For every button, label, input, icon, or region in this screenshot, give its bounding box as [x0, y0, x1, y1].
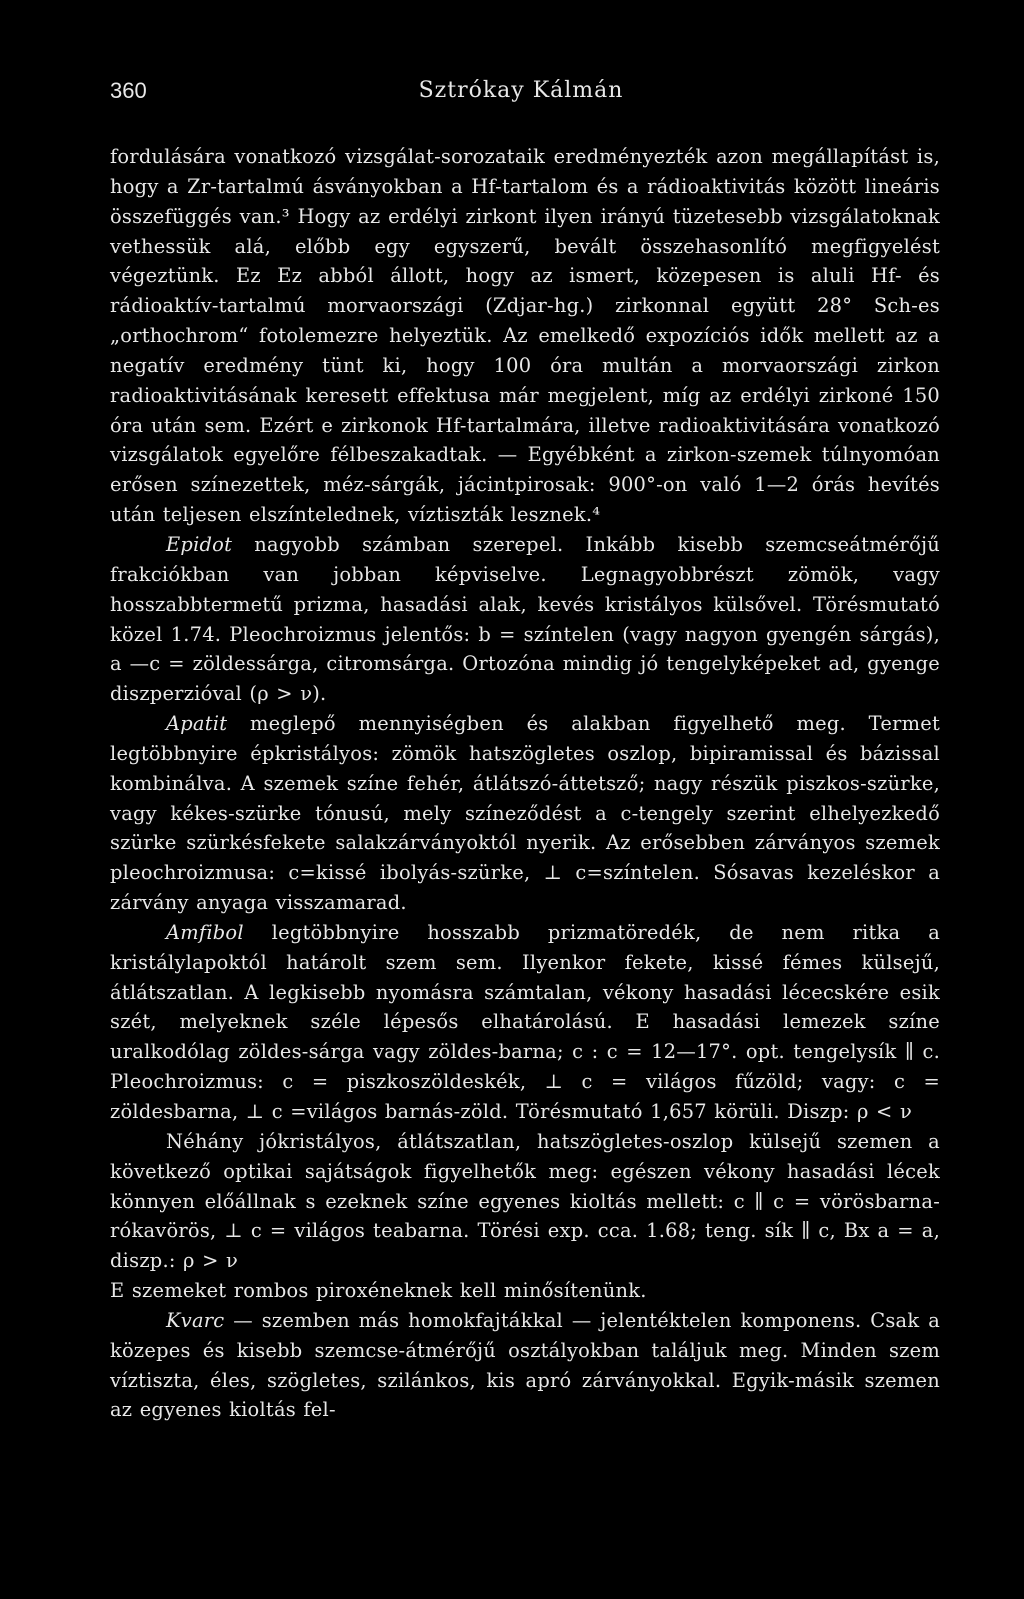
- page-number: 360: [110, 78, 147, 103]
- mineral-name-kvarc: Kvarc: [166, 1308, 225, 1332]
- paragraph-zircon-continued: [110, 142, 940, 530]
- paragraph-epidot: [110, 530, 940, 709]
- paragraph-apatit: [110, 709, 940, 918]
- page-header: [110, 78, 932, 108]
- running-title: Sztrókay Kálmán: [418, 78, 624, 103]
- mineral-name-amfibol: Amfibol: [166, 920, 244, 944]
- paragraph-text: nagyobb számban szerepel. Inkább kisebb szemcseátmérőjű frakciókban van jobban képviselve. Legnagyobbrészt zömök, vagy hosszabbtermetű prizma, hasadási alak, kevés kristályos külsővel. Törésmutató közel 1.74. Pleochroizmus jelentős: b = színtelen (vagy nagyon gyengén sárgás), a —c = zöldessárga, citromsárga. Ortozóna mindig jó tengelyképeket ad, gyenge diszperzióval (ρ > ν).: [110, 532, 940, 706]
- mineral-name-epidot: Epidot: [166, 532, 233, 556]
- paragraph-text: Néhány jókristályos, átlátszatlan, hatszögletes-oszlop külsejű szemen a következő optikai sajátságok figyelhetők meg: egészen vékony hasadási lécek könnyen előállnak s ezeknek színe egyenes kioltás mellett: c ∥ c = vörösbarna-rókavörös, ⊥ c = világos teabarna. Törési exp. cca. 1.68; teng. sík ∥ c, Bx a = a, diszp.: ρ > ν: [110, 1129, 940, 1273]
- paragraph-text: legtöbbnyire hosszabb prizmatöredék, de nem ritka a kristálylapoktól határolt szem sem. Ilyenkor fekete, kissé fémes külsejű, átlátszatlan. A legkisebb nyomásra számtalan, vékony hasadási lécecskére esik szét, melyeknek széle lépesős elhatárolású. E hasadási lemezek színe uralkodólag zöldes-sárga vagy zöldes-barna; c : c = 12—17°. opt. tengelysík ∥ c. Pleochroizmus: c = piszkoszöldeskék, ⊥ c = világos fűzöld; vagy: c = zöldesbarna, ⊥ c =világos barnás-zöld. Törésmutató 1,657 körüli. Diszp: ρ < ν: [110, 920, 940, 1123]
- paragraph-text: fordulására vonatkozó vizsgálat-sorozataik eredményezték azon megállapítást is, hogy a Zr-tartalmú ásványokban a Hf-tartalom és a rádioaktivitás között lineáris összefüggés van.³ Hogy az erdélyi zirkont ilyen irányú tüzetesebb vizsgálatoknak vethessük alá, előbb egy egyszerű, bevált összehasonlító megfigyelést végeztünk. Ez Ez abból állott, hogy az ismert, közepesen is aluli Hf- és rádioaktív-tartalmú morvaországi (Zdjar-hg.) zirkonnal együtt 28° Sch-es „orthochrom“ fotolemezre helyeztük. Az emelkedő expozíciós idők mellett az a negatív eredmény tünt ki, hogy 100 óra multán a morvaországi zirkon radioaktivitásának keresett effektusa már megjelent, míg az erdélyi zirkoné 150 óra után sem. Ezért e zirkonok Hf-tartalmára, illetve radioaktivitására vonatkozó vizsgálatok egyelőre félbeszakadtak. — Egyébként a zirkon-szemek túlnyomóan erősen színezettek, méz-sárgák, jácintpirosak: 900°-on való 1—2 órás hevítés után teljesen elszíntelednek, víztiszták lesznek.⁴: [110, 145, 940, 527]
- body-text: [110, 142, 940, 1425]
- paragraph-optical-properties: [110, 1127, 940, 1276]
- paragraph-text: — szemben más homokfajtákkal — jelentéktelen komponens. Csak a közepes és kisebb szemcse-átmérőjű osztályokban találjuk meg. Minden szem víztiszta, éles, szögletes, szilánkos, kis apró zárványokkal. Egyik-másik szemen az egyenes kioltás fel-: [110, 1308, 940, 1422]
- paragraph-text: meglepő mennyiségben és alakban figyelhető meg. Termet legtöbbnyire épkristályos: zömök hatszögletes oszlop, bipiramissal és bázissal kombinálva. A szemek színe fehér, átlátszó-áttetsző; nagy részük piszkos-szürke, vagy kékes-szürke tónusú, mely színeződést a c-tengely szerint elhelyezkedő szürke szürkésfekete salakzárványoktól nyerik. Az erősebben zárványos szemek pleochroizmusa: c=kissé ibolyás-szürke, ⊥ c=színtelen. Sósavas kezeléskor a zárvány anyaga visszamarad.: [110, 712, 940, 915]
- mineral-name-apatit: Apatit: [166, 712, 228, 736]
- paragraph-kvarc: [110, 1306, 940, 1425]
- paragraph-amfibol: [110, 918, 940, 1127]
- paragraph-text: E szemeket rombos piroxéneknek kell minősítenünk.: [110, 1279, 647, 1303]
- paragraph-piroxen: [110, 1276, 940, 1306]
